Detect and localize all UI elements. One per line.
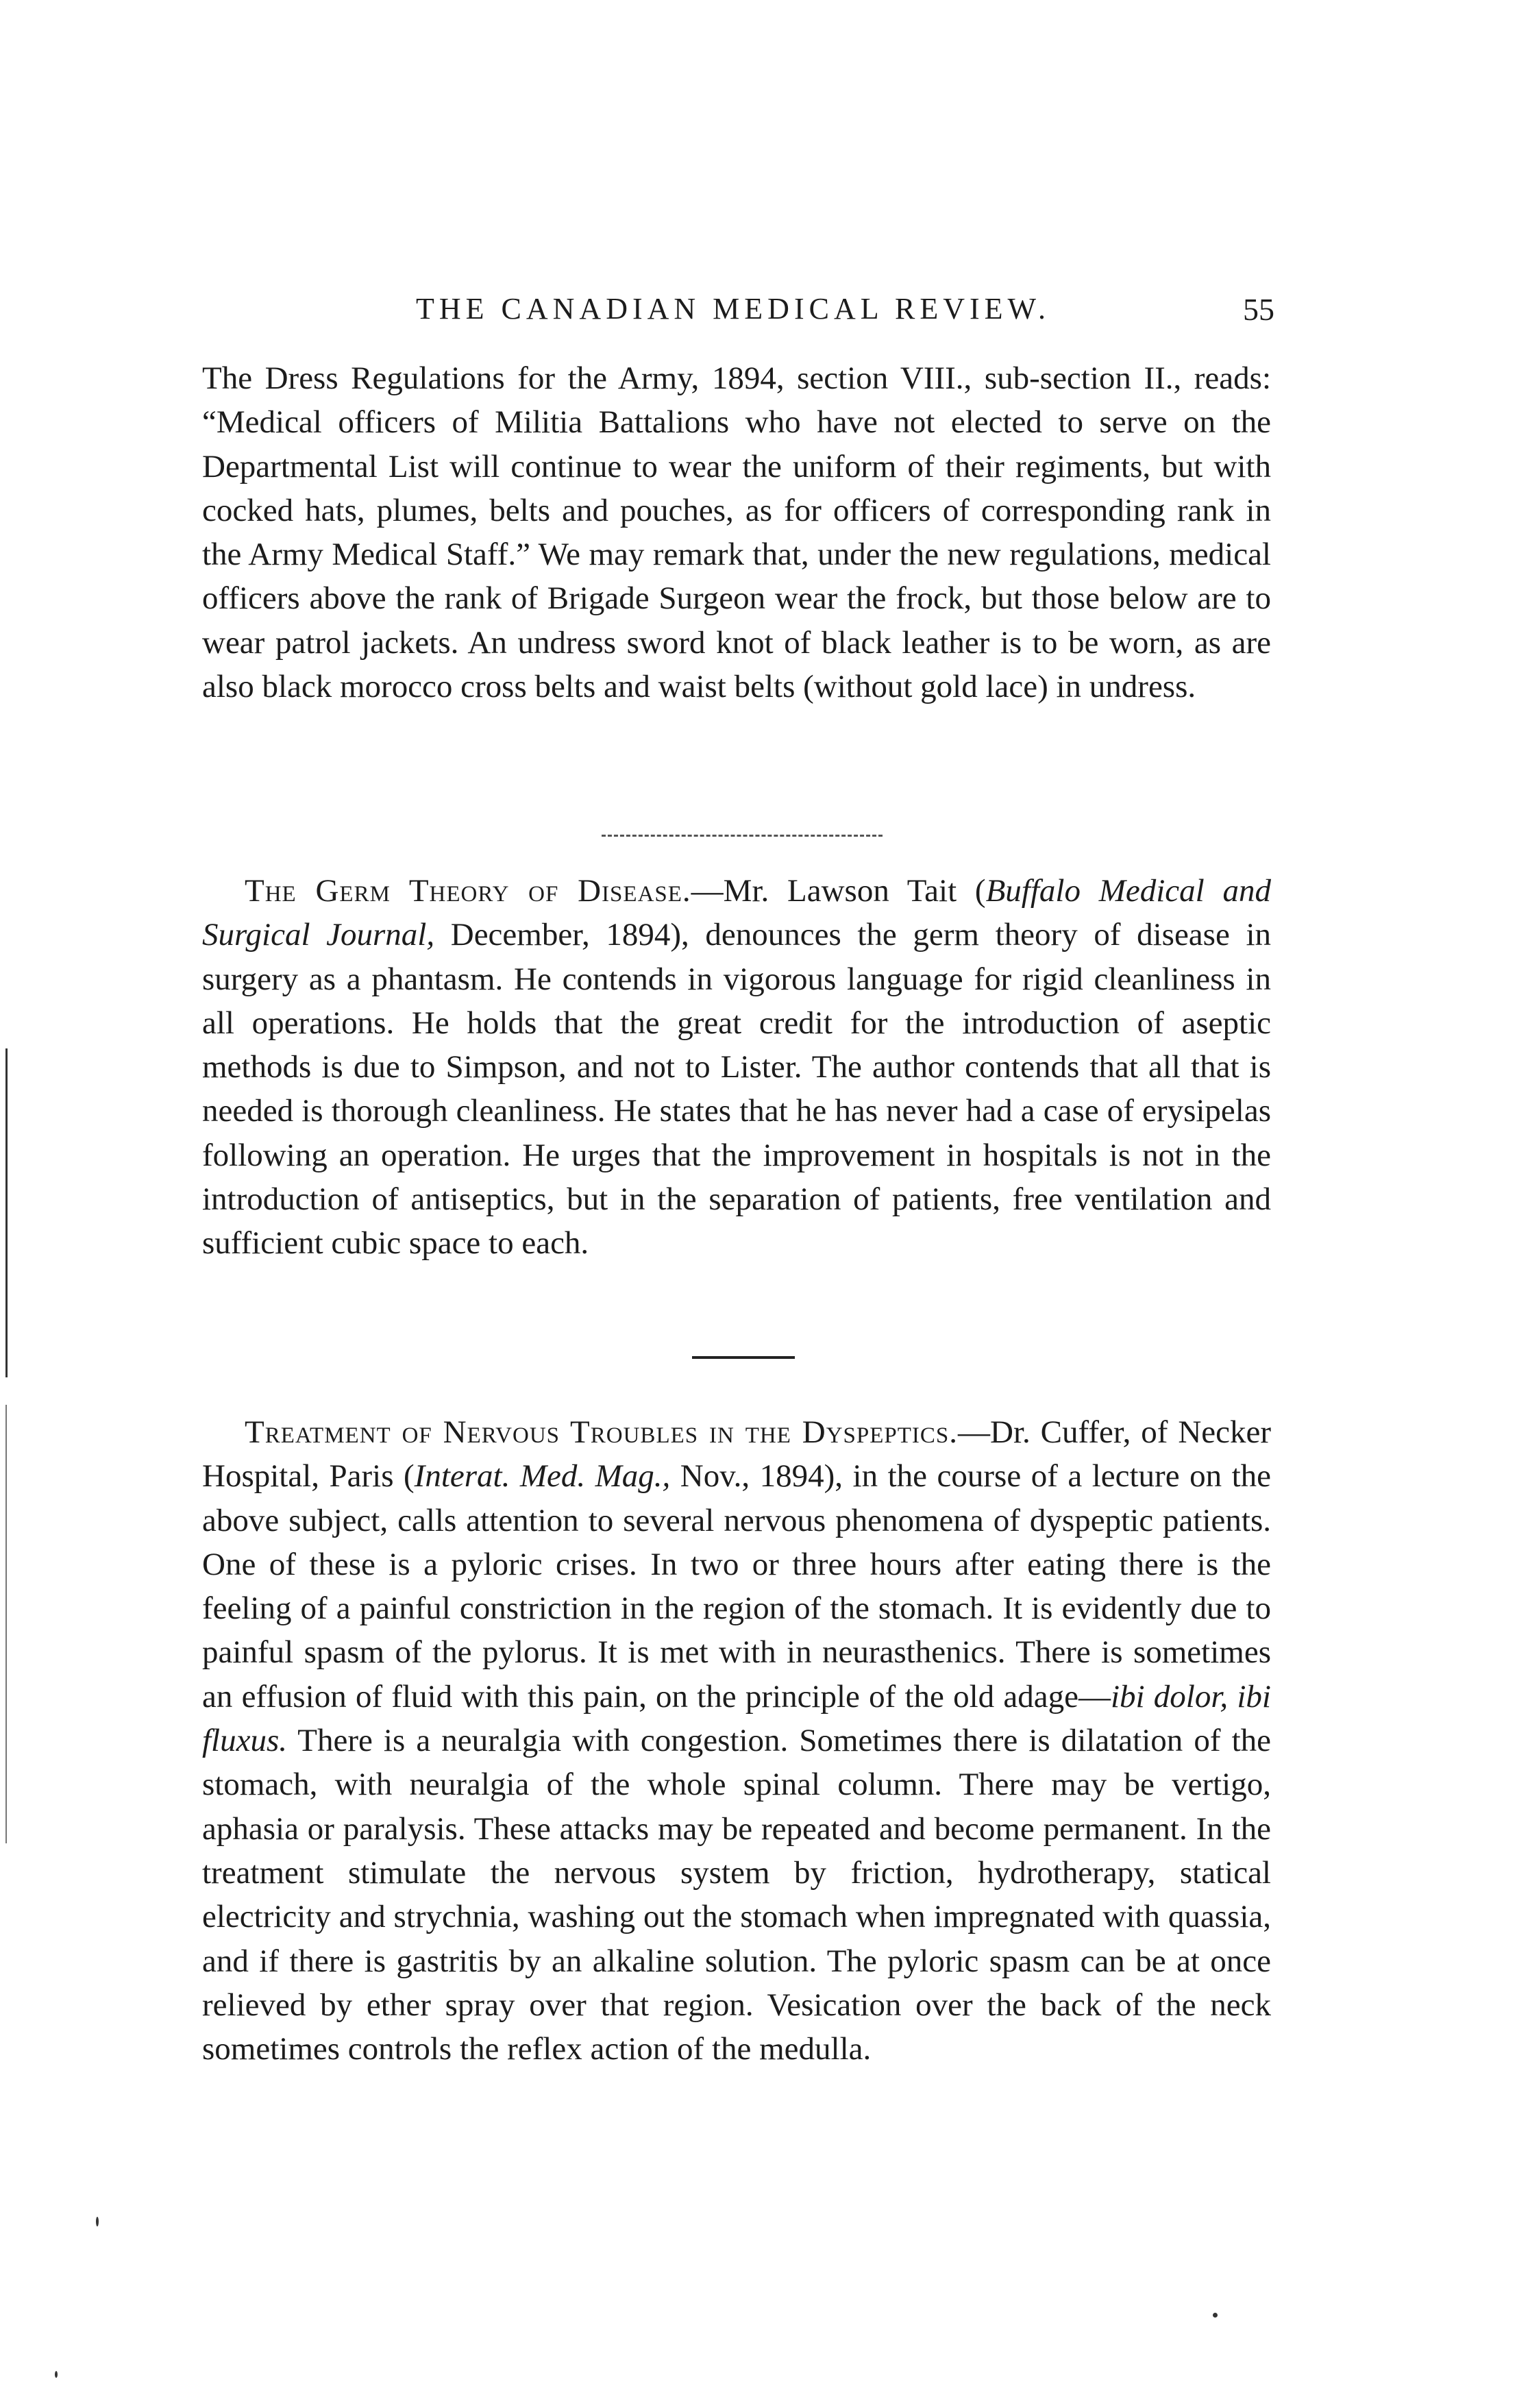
article-lead: —Mr. Lawson Tait ( bbox=[691, 873, 986, 909]
article-body: December, 1894), denounces the germ theory of disease in surgery as a phantasm. He contends in vigorous language for rigid cleanliness in all operations. He holds that the great credit for the introduction of aseptic methods is due to Simpson, and not to Lister. The author contends that all that is needed is thorough cleanliness. He states that he has never had a case of erysipelas following an operation. He urges that the improvement in hospitals is not in the introduction of antiseptics, but in the separation of patients, free ventilation and sufficient cubic space to each. bbox=[202, 917, 1272, 1262]
running-title: THE CANADIAN MEDICAL REVIEW. bbox=[416, 292, 1050, 325]
section-divider-dashed bbox=[602, 835, 883, 837]
paragraph-germ-theory bbox=[202, 869, 1271, 1266]
section-heading-nervous-troubles: Treatment of Nervous Troubles in the Dyspeptics. bbox=[245, 1414, 959, 1450]
paragraph-dress-regulations: The Dress Regulations for the Army, 1894, section VIII., sub-section II., reads: “Medical officers of Militia Battalions who have not elected to serve on the Departmental List will continue to wear the uniform of their regiments, but with cocked hats, plumes, belts and pouches, as for officers of corresponding rank in the Army Medical Staff.” We may remark that, under the new regulations, medical officers above the rank of Brigade Surgeon wear the frock, but those below are to wear patrol jackets. An undress sword knot of black leather is to be worn, as are also black morocco cross belts and waist belts (without gold lace) in undress. bbox=[202, 360, 1271, 705]
page-number: 55 bbox=[1243, 292, 1274, 327]
scan-speck bbox=[96, 2217, 99, 2226]
article-lead: —Dr. Cuffer, of Necker Hospital, Paris ( bbox=[202, 1414, 1271, 1495]
article-body-part-a: Nov., 1894), in the course of a lecture on the above subject, calls attention to several nervous phenomena of dyspeptic patients. One of these is a pyloric crises. In two or three hours after eating there is the feeling of a painful constriction in the region of the stomach. It is evidently due to painful spasm of the pylorus. It is met with in neurasthenics. There is sometimes an effusion of fluid with this pain, on the principle of the old adage— bbox=[202, 1458, 1271, 1715]
paragraph-nervous-troubles bbox=[202, 1410, 1271, 2071]
scan-speck bbox=[1213, 2313, 1218, 2318]
binding-edge-mark bbox=[5, 1405, 7, 1843]
binding-edge-mark bbox=[5, 1048, 8, 1377]
page-header bbox=[199, 291, 1274, 332]
article-body-part-b: There is a neuralgia with congestion. Sometimes there is dilatation of the stomach, with neuralgia of the whole spinal column. There may be vertigo, aphasia or paralysis. These attacks may be repeated and become permanent. In the treatment stimulate the nervous system by friction, hydrotherapy, statical electricity and strychnia, washing out the stomach when impregnated with quassia, and if there is gastritis by an alkaline solution. The pyloric spasm can be at once relieved by ether spray over that region. Vesication over the back of the neck sometimes controls the reflex action of the medulla. bbox=[202, 1723, 1271, 2067]
section-heading-germ-theory: The Germ Theory of Disease. bbox=[245, 873, 691, 909]
latin-adage: ibi dolor, ibi fluxus. bbox=[202, 1678, 1271, 1759]
scan-speck bbox=[55, 2371, 58, 2378]
section-divider-rule bbox=[692, 1356, 795, 1359]
journal-citation: Interat. Med. Mag., bbox=[414, 1458, 671, 1495]
journal-citation: Buffalo Medical and Surgical Journal, bbox=[202, 873, 1271, 953]
